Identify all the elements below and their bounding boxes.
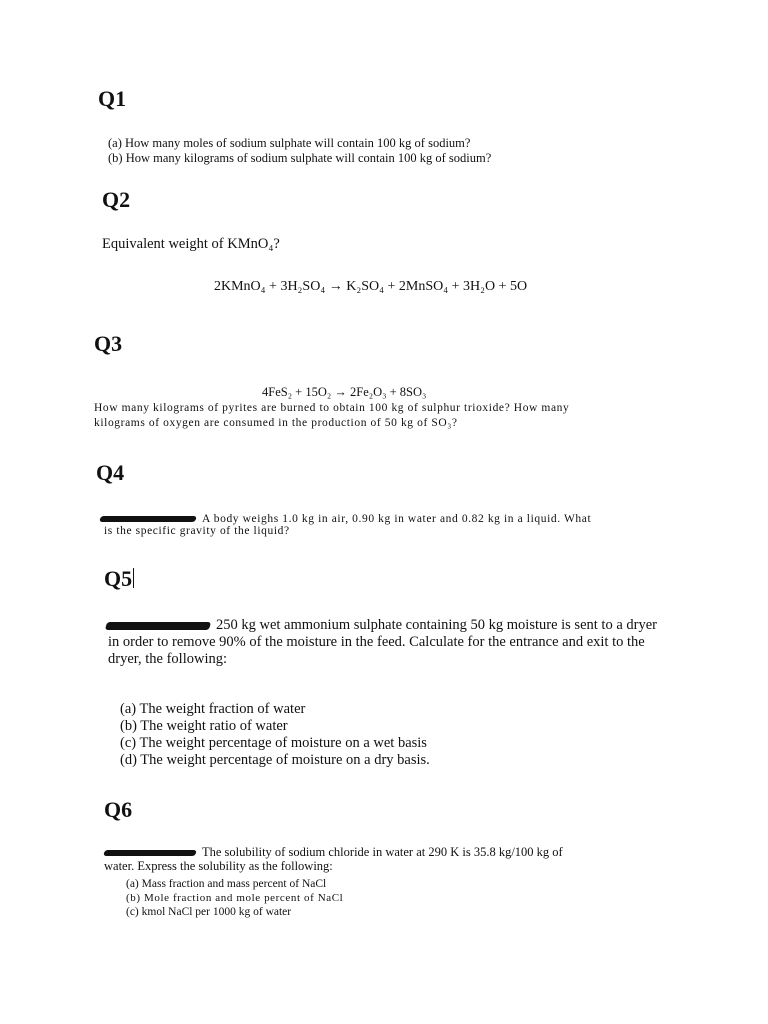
- q4-heading: Q4: [96, 460, 125, 485]
- q6-part-b: (b) Mole fraction and mole percent of NaCl: [126, 892, 344, 904]
- q6-heading: Q6: [104, 797, 133, 822]
- q3-line-1: How many kilograms of pyrites are burned to obtain 100 kg of sulphur trioxide? How many: [94, 402, 570, 414]
- q6-line-2: water. Express the solubility as the following:: [104, 859, 333, 873]
- q4-line-1-text: A body weighs 1.0 kg in air, 0.90 kg in water and 0.82 kg in a liquid. What: [202, 513, 592, 525]
- q5-line-2: in order to remove 90% of the moisture in the feed. Calculate for the entrance and exit to the: [108, 634, 645, 650]
- text-cursor: [133, 568, 134, 588]
- q1-heading: Q1: [98, 86, 127, 111]
- q5-line-1: [106, 617, 657, 634]
- q1-part-b: (b) How many kilograms of sodium sulphate will contain 100 kg of sodium?: [108, 151, 492, 165]
- q6-line-1-text: The solubility of sodium chloride in water at 290 K is 35.8 kg/100 kg of: [202, 845, 563, 859]
- q6-line-1: [104, 845, 563, 860]
- q5-heading-text: Q5: [104, 566, 133, 591]
- q1-part-a: (a) How many moles of sodium sulphate will contain 100 kg of sodium?: [108, 136, 471, 150]
- q3-heading: Q3: [94, 331, 123, 356]
- q5-part-d: (d) The weight percentage of moisture on a dry basis.: [120, 752, 430, 768]
- q4-line-2: is the specific gravity of the liquid?: [104, 525, 290, 537]
- q2-equation: 2KMnO₄ + 3H₂SO₄ → K₂SO₄ + 2MnSO₄ + 3H₂O + 5O: [214, 279, 528, 294]
- redaction-mark: [103, 850, 197, 856]
- q5-part-c: (c) The weight percentage of moisture on a wet basis: [120, 735, 427, 751]
- q5-line-1-text: 250 kg wet ammonium sulphate containing 50 kg moisture is sent to a dryer: [216, 617, 657, 633]
- q3-line-2: kilograms of oxygen are consumed in the production of 50 kg of SO₃?: [94, 417, 458, 429]
- q3-equation: 4FeS₂ + 15O₂ → 2Fe₂O₃ + 8SO₃: [262, 385, 427, 399]
- q6-part-a: (a) Mass fraction and mass percent of NaCl: [126, 878, 327, 890]
- q5-heading: [104, 566, 134, 592]
- q5-part-b: (b) The weight ratio of water: [120, 718, 288, 734]
- redaction-mark: [99, 516, 197, 522]
- q2-heading: Q2: [102, 187, 131, 212]
- q6-part-c: (c) kmol NaCl per 1000 kg of water: [126, 906, 292, 918]
- q5-line-3: dryer, the following:: [108, 651, 228, 667]
- q4-line-1: [100, 513, 591, 525]
- redaction-mark: [105, 622, 211, 630]
- q5-part-a: (a) The weight fraction of water: [120, 701, 306, 717]
- q2-question: Equivalent weight of KMnO₄?: [102, 236, 280, 252]
